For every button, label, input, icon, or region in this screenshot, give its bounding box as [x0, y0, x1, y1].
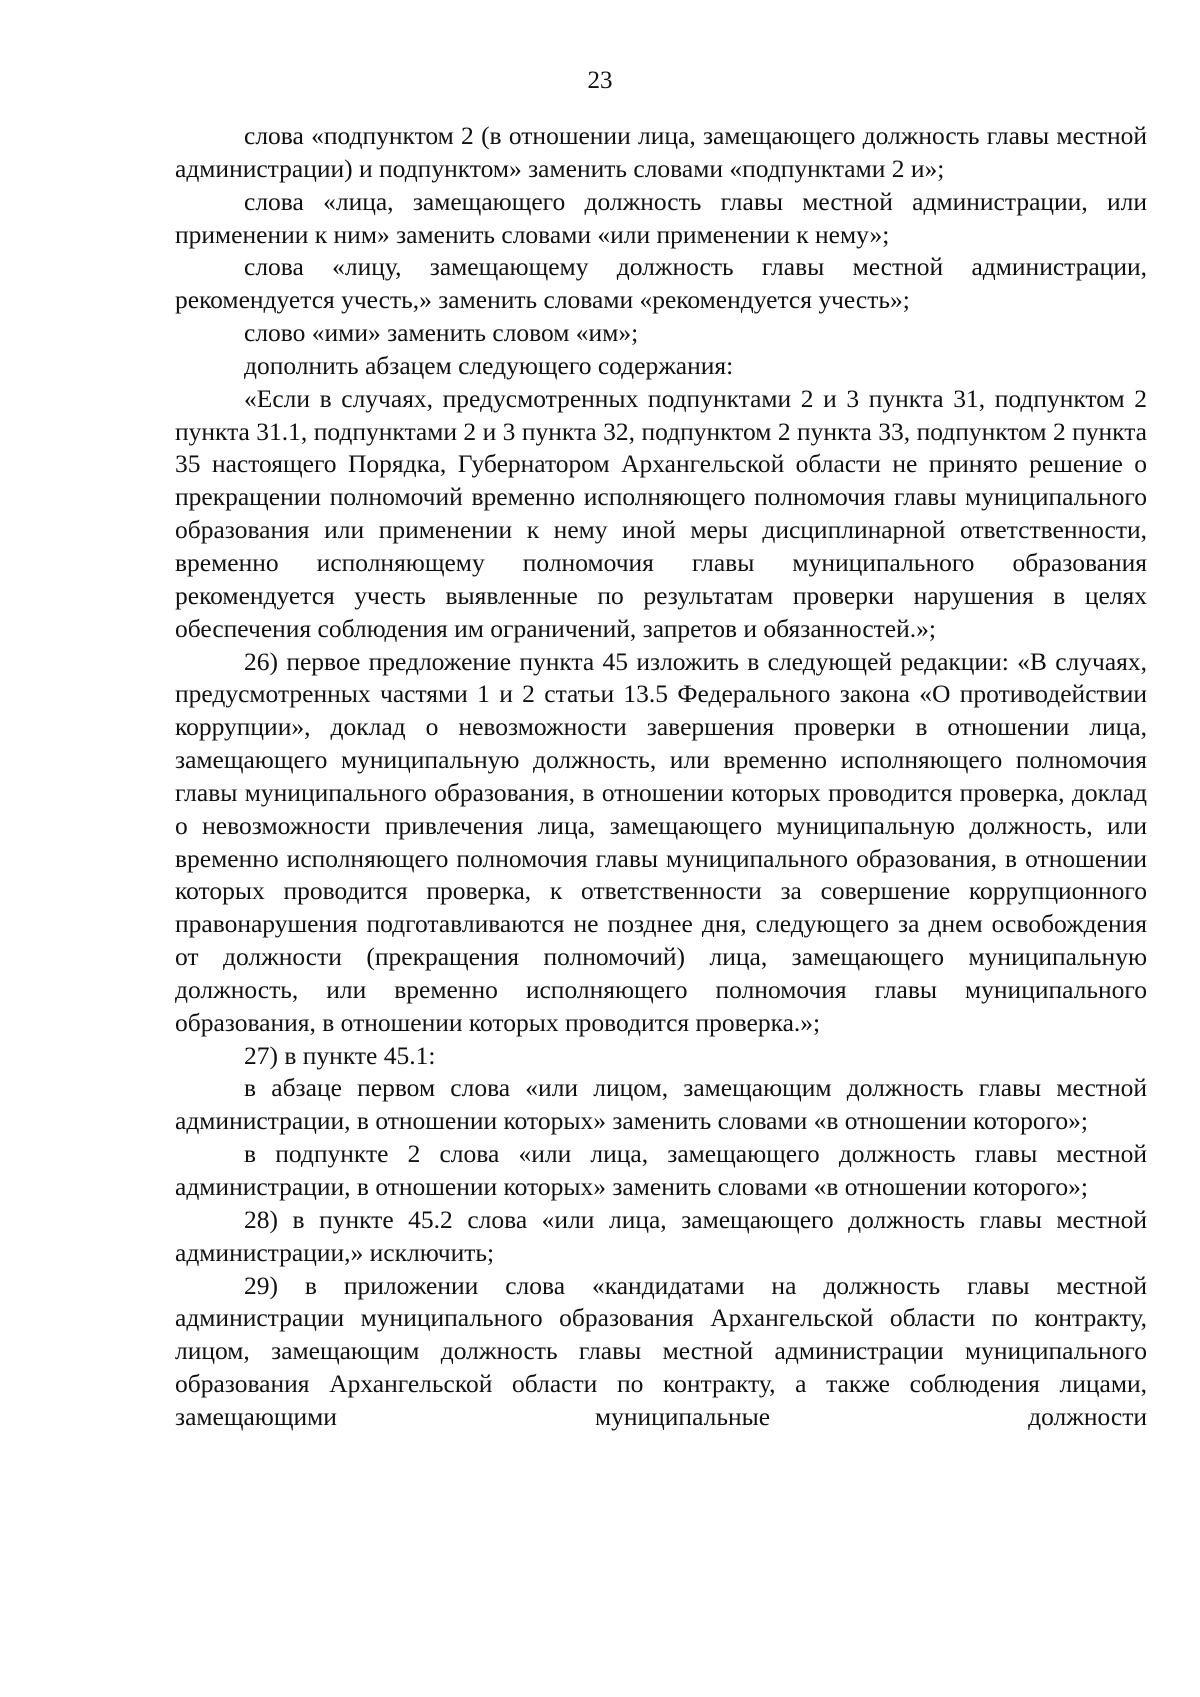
- paragraph: 29) в приложении слова «кандидатами на должность главы местной администрации муниципального образования Архангельской области по контракту, лицом, замещающим должность главы местной администрации муниципального образования Архангельской области по контракту, а также соблюдения лицами, замещающими муниципальные должности: [175, 1270, 1147, 1431]
- paragraph: в абзаце первом слова «или лицом, замещающим должность главы местной администрации, в отношении которых» заменить словами «в отношении которого»;: [175, 1073, 1147, 1136]
- document-body: [175, 120, 1147, 1434]
- paragraph: слова «лицу, замещающему должность главы местной администрации, рекомендуется учесть,» заменить словами «рекомендуется учесть»;: [175, 252, 1147, 315]
- paragraph: слово «ими» заменить словом «им»;: [244, 318, 639, 348]
- paragraph: 28) в пункте 45.2 слова «или лица, замещающего должность главы местной администрации,» исключить;: [175, 1204, 1147, 1267]
- paragraph: в подпункте 2 слова «или лица, замещающего должность главы местной администрации, в отношении которых» заменить словами «в отношении которого»;: [175, 1139, 1147, 1201]
- paragraph: 26) первое предложение пункта 45 изложить в следующей редакции: «В случаях, предусмотренных частями 1 и 2 статьи 13.5 Федерального закона «О противодействии коррупции», доклад о невозможности завершения проверки в отношении лица, замещающего муниципальную должность, или временно исполняющего полномочия главы муниципального образования, в отношении которых проводится проверка, доклад о невозможности привлечения лица, замещающего муниципальную должность, или временно исполняющего полномочия главы муниципального образования, в отношении которых проводится проверка, к ответственности за совершение коррупционного правонарушения подготавливаются не позднее дня, следующего за днем освобождения от должности (прекращения полномочий) лица, замещающего муниципальную должность, или временно исполняющего полномочия главы муниципального образования, в отношении которых проводится проверка.»;: [175, 646, 1147, 1037]
- paragraph: 27) в пункте 45.1:: [244, 1040, 436, 1070]
- paragraph: слова «подпунктом 2 (в отношении лица, замещающего должность главы местной администрации) и подпунктом» заменить словами «подпунктами 2 и»;: [175, 121, 1147, 183]
- paragraph: «Если в случаях, предусмотренных подпунктами 2 и 3 пункта 31, подпунктом 2 пункта 31.1, подпунктами 2 и 3 пункта 32, подпунктом 2 пункта 33, подпунктом 2 пункта 35 настоящего Порядка, Губернатором Архангельской области не принято решение о прекращении полномочий временно исполняющего полномочия главы муниципального образования или применении к нему иной меры дисциплинарной ответственности, временно исполняющему полномочия главы муниципального образования рекомендуется учесть выявленные по результатам проверки нарушения в целях обеспечения соблюдения им ограничений, запретов и обязанностей.»;: [175, 383, 1147, 643]
- paragraph: слова «лица, замещающего должность главы местной администрации, или применении к ним» заменить словами «или применении к нему»;: [175, 186, 1147, 249]
- page-number: 23: [587, 67, 613, 94]
- paragraph: дополнить абзацем следующего содержания:: [244, 350, 734, 380]
